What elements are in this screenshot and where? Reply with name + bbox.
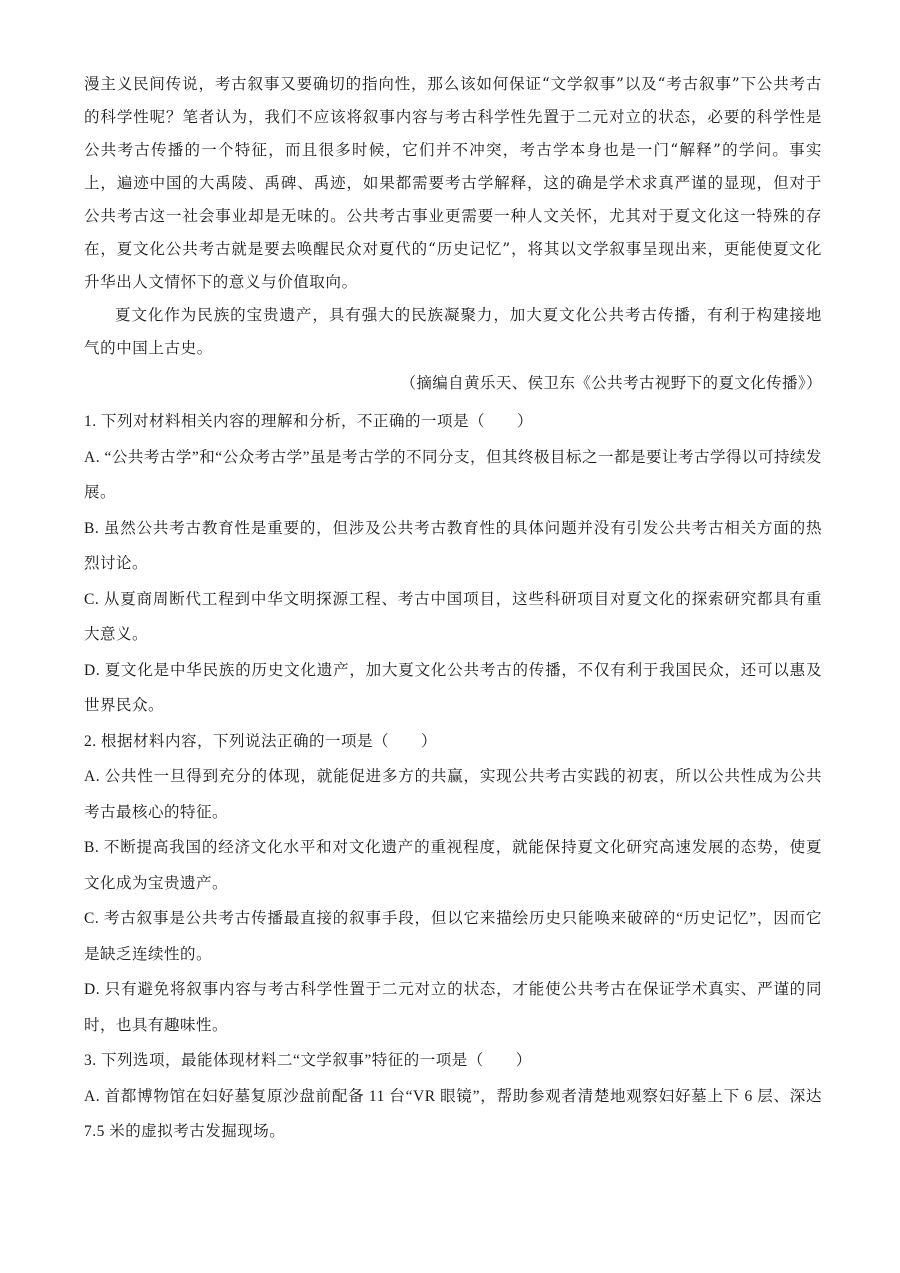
- option-d: D. 夏文化是中华民族的历史文化遗产，加大夏文化公共考古的传播，不仅有利于我国民众，还可以惠及世界民众。: [84, 661, 822, 714]
- question-3: [84, 1043, 822, 1150]
- document-page: [84, 68, 822, 1150]
- option-b: B. 虽然公共考古教育性是重要的，但涉及公共考古教育性的具体问题并没有引发公共考古相关方面的热烈讨论。: [84, 519, 822, 572]
- option-a: A. “公共考古学”和“公众考古学”虽是考古学的不同分支，但其终极目标之一都是要让考古学得以可持续发展。: [84, 448, 822, 501]
- passage-paragraph-2: 夏文化作为民族的宝贵遗产，具有强大的民族凝聚力，加大夏文化公共考古传播，有利于构建接地气的中国上古史。: [84, 306, 822, 357]
- question-1: [84, 404, 822, 724]
- passage-source: （摘编自黄乐天、侯卫东《公共考古视野下的夏文化传播》）: [400, 374, 822, 392]
- option-c: C. 考古叙事是公共考古传播最直接的叙事手段，但以它来描绘历史只能唤来破碎的“历史记忆”，因而它是缺乏连续性的。: [84, 910, 822, 963]
- question-stem: 3. 下列选项，最能体现材料二“文学叙事”特征的一项是（ ）: [84, 1052, 532, 1069]
- option-d: D. 只有避免将叙事内容与考古科学性置于二元对立的状态，才能使公共考古在保证学术真实、严谨的同时，也具有趣味性。: [84, 981, 822, 1034]
- question-stem: 2. 根据材料内容，下列说法正确的一项是（ ）: [84, 732, 438, 750]
- question-stem: 1. 下列对材料相关内容的理解和分析，不正确的一项是（ ）: [84, 413, 534, 430]
- option-a: A. 首都博物馆在妇好墓复原沙盘前配备 11 台“VR 眼镜”，帮助参观者清楚地观察妇好墓上下 6 层、深达 7.5 米的虚拟考古发掘现场。: [84, 1087, 822, 1140]
- option-c: C. 从夏商周断代工程到中华文明探源工程、考古中国项目，这些科研项目对夏文化的探索研究都具有重大意义。: [84, 590, 822, 643]
- option-a: A. 公共性一旦得到充分的体现，就能促进多方的共赢，实现公共考古实践的初衷，所以公共性成为公共考古最核心的特征。: [84, 768, 822, 821]
- question-2: [84, 724, 822, 1044]
- option-b: B. 不断提高我国的经济文化水平和对文化遗产的重视程度，就能保持夏文化研究高速发展的态势，使夏文化成为宝贵遗产。: [84, 839, 822, 892]
- passage-paragraph-1: 漫主义民间传说，考古叙事又要确切的指向性，那么该如何保证“文学叙事”以及“考古叙事”下公共考古的科学性呢？笔者认为，我们不应该将叙事内容与考古科学性先置于二元对立的状态，必要的科学性是公共考古传播的一个特征，而且很多时候，它们并不冲突，考古学本身也是一门“解释”的学问。事实上，遍迹中国的大禹陵、禹碑、禹迹，如果都需要考古学解释，这的确是学术求真严谨的显现，但对于公共考古这一社会事业却是无味的。公共考古事业更需要一种人文关怀，尤其对于夏文化这一特殊的存在，夏文化公共考古就是要去唤醒民众对夏代的“历史记忆”，将其以文学叙事呈现出来，更能使夏文化升华出人文情怀下的意义与价值取向。: [84, 75, 822, 291]
